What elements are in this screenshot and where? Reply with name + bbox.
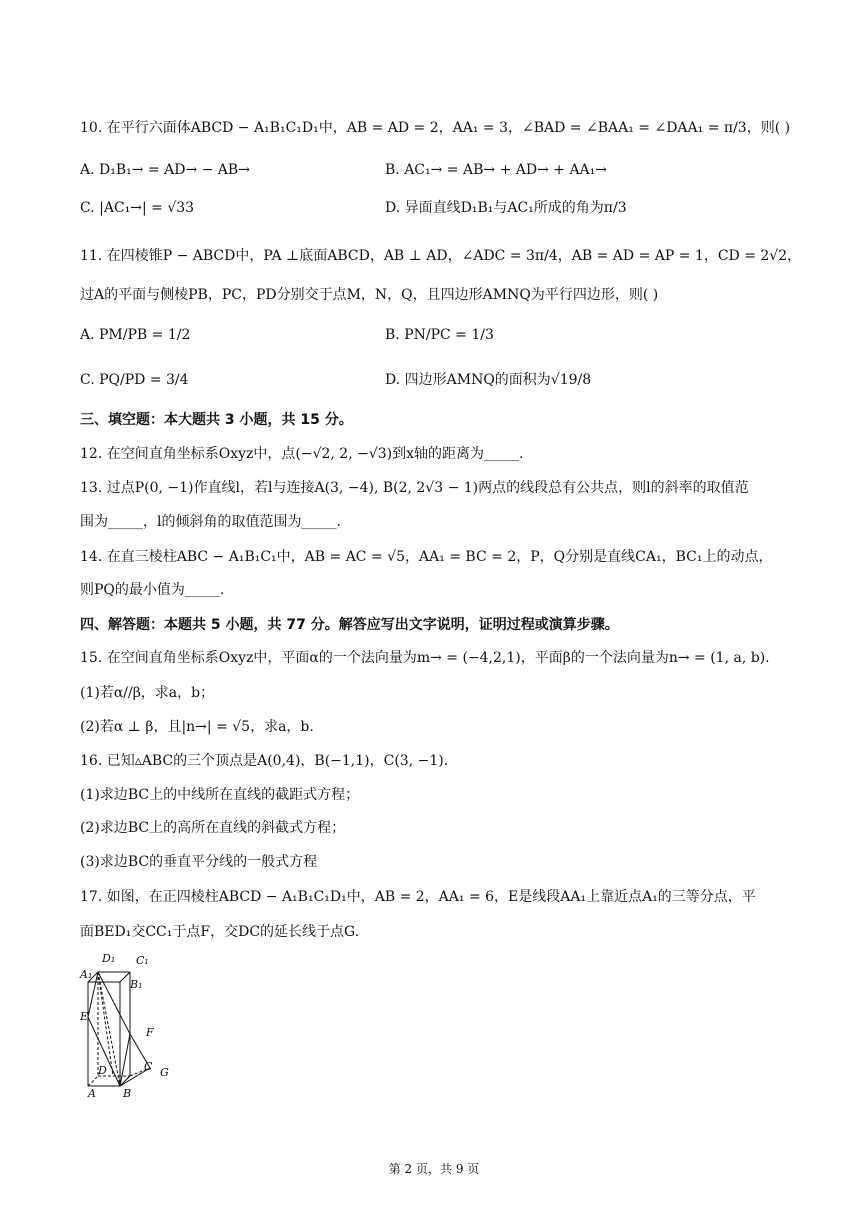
section-fill-in-heading: 三、填空题：本大题共 3 小题，共 15 分。 — [80, 412, 353, 428]
label-g: G — [160, 1066, 169, 1079]
q11-option-d: D. 四边形AMNQ的面积为√19/8 — [385, 372, 592, 388]
q10-option-d: D. 异面直线D₁B₁与AC₁所成的角为π/3 — [385, 200, 627, 216]
section-answer-heading: 四、解答题：本题共 5 小题，共 77 分。解答应写出文字说明，证明过程或演算步骤。 — [80, 617, 619, 633]
q15-part2: (2)若α ⊥ β，且|n→| = √5，求a，b. — [80, 719, 314, 735]
q12-stem: 12. 在空间直角坐标系Oxyz中，点(−√2, 2, −√3)到x轴的距离为_____. — [80, 446, 524, 462]
q11-option-a: A. PM/PB = 1/2 — [80, 327, 191, 343]
q15-stem: 15. 在空间直角坐标系Oxyz中，平面α的一个法向量为m→ = (−4,2,1)，平面β的一个法向量为n→ = (1, a, b). — [80, 650, 770, 666]
q14-line2: 则PQ的最小值为_____. — [80, 582, 225, 598]
q16-part1: (1)求边BC上的中线所在直线的截距式方程； — [80, 787, 360, 803]
label-a: A — [88, 1087, 96, 1100]
label-d1: D₁ — [102, 952, 116, 965]
q17-line2: 面BED₁交CC₁于点F，交DC的延长线于点G. — [80, 924, 360, 940]
label-c: C — [144, 1060, 153, 1073]
q13-line2: 围为_____，l的倾斜角的取值范围为_____. — [80, 514, 341, 530]
label-e: E — [80, 1010, 89, 1023]
q11-stem-line1: 11. 在四棱锥P − ABCD中，PA ⊥底面ABCD，AB ⊥ AD，∠ADC = 3π/4，AB = AD = AP = 1，CD = 2√2， — [80, 248, 802, 264]
q15-part1: (1)若α//β，求a，b； — [80, 685, 215, 701]
q11-option-c: C. PQ/PD = 3/4 — [80, 372, 189, 388]
q14-line1: 14. 在直三棱柱ABC − A₁B₁C₁中，AB = AC = √5，AA₁ = BC = 2，P，Q分别是直线CA₁，BC₁上的动点， — [80, 549, 773, 565]
prism-figure — [78, 950, 188, 1100]
q10-option-b: B. AC₁→ = AB→ + AD→ + AA₁→ — [385, 162, 608, 178]
q16-stem: 16. 已知▵ABC的三个顶点是A(0,4)，B(−1,1)，C(3, −1). — [80, 753, 449, 769]
q10-stem: 10. 在平行六面体ABCD − A₁B₁C₁D₁中，AB = AD = 2，AA₁ = 3，∠BAD = ∠BAA₁ = ∠DAA₁ = π/3，则( ) — [80, 120, 791, 136]
q16-part3: (3)求边BC的垂直平分线的一般式方程 — [80, 854, 318, 870]
label-b: B — [123, 1087, 132, 1100]
q13-line1: 13. 过点P(0, −1)作直线l，若l与连接A(3, −4), B(2, 2√3 − 1)两点的线段总有公共点，则l的斜率的取值范 — [80, 480, 749, 496]
q11-stem-line2: 过A的平面与侧棱PB，PC，PD分别交于点M，N，Q，且四边形AMNQ为平行四边形，则( ) — [80, 287, 659, 303]
label-f: F — [146, 1026, 154, 1039]
q17-line1: 17. 如图，在正四棱柱ABCD − A₁B₁C₁D₁中，AB = 2，AA₁ = 6，E是线段AA₁上靠近点A₁的三等分点，平 — [80, 889, 756, 905]
page-footer: 第 2 页，共 9 页 — [388, 1162, 480, 1176]
q11-option-b: B. PN/PC = 1/3 — [385, 327, 494, 343]
q16-part2: (2)求边BC上的高所在直线的斜截式方程； — [80, 820, 346, 836]
q10-option-c: C. |AC₁→| = √33 — [80, 200, 195, 216]
q10-option-a: A. D₁B₁→ = AD→ − AB→ — [80, 162, 250, 178]
label-b1: B₁ — [130, 978, 143, 991]
label-d: D — [98, 1064, 107, 1077]
label-c1: C₁ — [136, 954, 149, 967]
label-a1: A₁ — [80, 968, 93, 981]
